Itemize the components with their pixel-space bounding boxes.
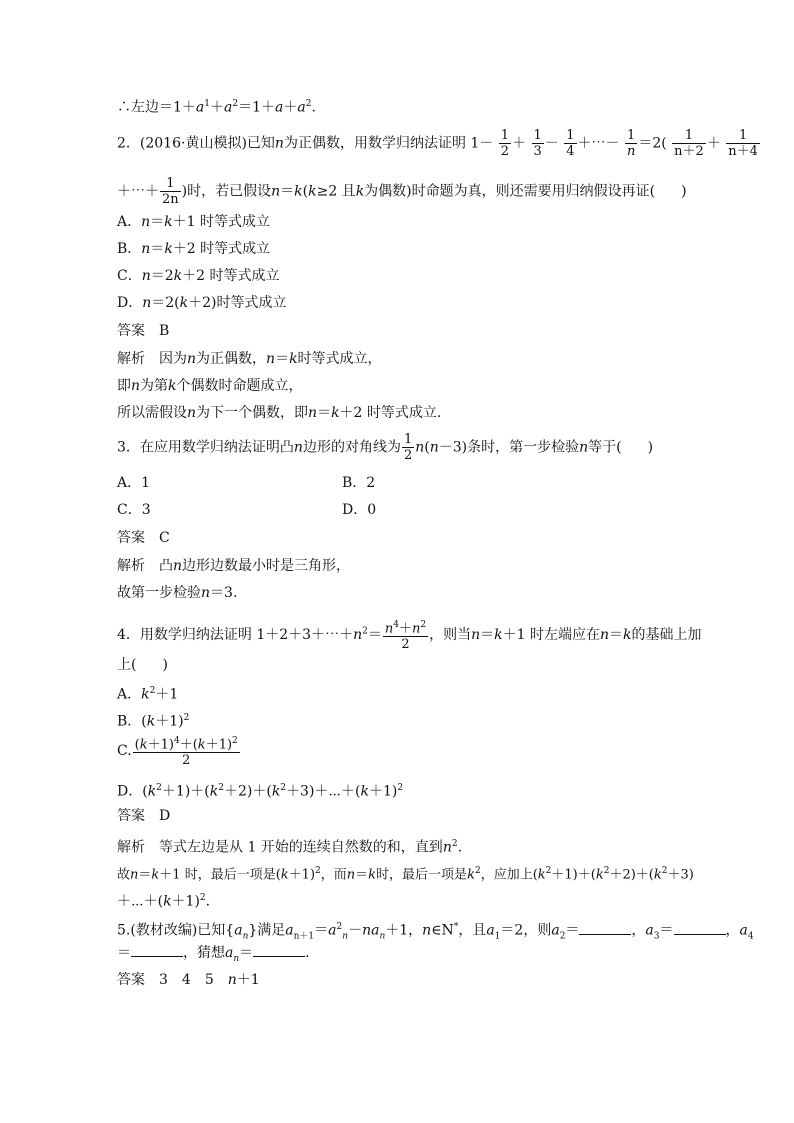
q2-option-b: B．n＝k＋2 时等式成立 (117, 241, 271, 257)
answer-blank-a2[interactable] (579, 922, 631, 935)
fraction: $\frac{1}{n+2}$ (674, 128, 704, 159)
question-3-stem: 3．在应用数学归纳法证明凸n边形的对角线为 $\frac{1}{2}$ n(n－3)条时，第一步检验n等于( ) (117, 432, 654, 463)
q4-explanation-2: 故n＝k＋1 时，最后一项是$(k+1)^2$，而n＝k时，最后一项是$k^2$，应加上$(k^2+1)+(k^2+2)+(k^2+3)$ (117, 866, 694, 883)
q3-options-row2 (117, 501, 151, 519)
q3-explanation-1: 解析 凸n边形边数最小时是三角形， (117, 558, 351, 574)
q3-options-row1 (117, 474, 150, 492)
q4-answer: 答案 D (117, 808, 171, 824)
q4-option-b: B．$(k+1)^2$ (117, 713, 190, 730)
q2-answer: 答案 B (117, 323, 170, 339)
q4-explanation-3: $+\cdots+(k+1)^2$. (117, 893, 211, 910)
question-4-stem-line2: 上( ) (117, 657, 168, 673)
q3-option-b: B．2 (342, 475, 376, 491)
question-2-stem-line2: ＋⋯＋ $\frac{1}{2n}$ )时，若已假设n＝k(k≥2 且k为偶数)时命题为真，则还需要用归纳假设再证( ) (117, 176, 687, 207)
question-2-stem: 2．(2016·黄山模拟)已知n为正偶数，用数学归纳法证明 1－ $\frac{1}{2}$ ＋ $\frac{1}{3}$ － $\frac{1}{4}$ ＋⋯－ $\frac{1}{n}$ ＝2( $\frac{1}{n+2}$ ＋ $\frac{1}{n+4}$ (117, 128, 758, 159)
fraction: $\frac{1}{4}$ (566, 128, 575, 159)
q5-answer: 答案 3 4 5 n＋1 (117, 972, 260, 988)
q2-option-a: A．n＝k＋1 时等式成立 (117, 214, 270, 230)
fraction: $\frac{1}{3}$ (533, 128, 542, 159)
answer-blank-a4[interactable] (131, 944, 183, 957)
q2-explanation-1: 解析 因为n为正偶数，n＝k时等式成立， (117, 351, 382, 367)
answer-blank-an[interactable] (253, 944, 305, 957)
q2-explanation-2: 即n为第k个偶数时命题成立， (117, 378, 303, 394)
fraction: $\frac{n^4+n^2}{2}$ (384, 620, 427, 653)
fraction: $\frac{1}{n+4}$ (728, 128, 758, 159)
question-5-stem: 5.(教材改编)已知$\{a_n\}$满足$a_{n+1}=a^2_n-na_n+1$，n∈N*，且$a_1=2$，则$a_2=$ ，$a_3=$ ，$a_4$ (117, 922, 754, 942)
question-5-stem-line2: ＝ ，猜想$a_n=$ . (117, 945, 310, 964)
q2-option-c: C．n＝2k＋2 时等式成立 (117, 268, 280, 284)
solution-continuation: ∴左边$=1+a^1+a^2=1+a+a^2$. (117, 99, 316, 116)
q2-explanation-3: 所以需假设n为下一个偶数，即n＝k＋2 时等式成立. (117, 405, 442, 421)
fraction: $\frac{(k+1)^4+(k+1)^2}{2}$ (134, 736, 238, 769)
q4-option-d: D．$(k^2+1)+(k^2+2)+(k^2+3)+\cdots+(k+1)^2$ (117, 783, 404, 800)
answer-blank-a3[interactable] (674, 922, 726, 935)
q4-option-c: C. $\frac{(k+1)^4+(k+1)^2}{2}$ (117, 736, 238, 769)
fraction: $\frac{1}{n}$ (626, 128, 636, 159)
q3-explanation-2: 故第一步检验n＝3. (117, 585, 238, 601)
fraction: $\frac{1}{2}$ (403, 432, 413, 463)
q3-answer: 答案 C (117, 530, 170, 546)
q3-option-a: A．1 (117, 475, 151, 491)
q3-option-c: C．3 (117, 502, 151, 518)
q4-option-a: A．$k^2+1$ (117, 686, 179, 703)
q2-option-d: D．n＝2(k＋2)时等式成立 (117, 295, 287, 311)
q3-option-d: D．0 (342, 502, 377, 518)
fraction: $\frac{1}{2n}$ (162, 176, 179, 207)
q4-explanation-1: 解析 等式左边是从 1 开始的连续自然数的和，直到$n^2$. (117, 839, 463, 856)
fraction: $\frac{1}{2}$ (500, 128, 510, 159)
question-4-stem: 4．用数学归纳法证明 $1+2+3+\cdots+n^2=$ $\frac{n^4+n^2}{2}$ ，则当n＝k＋1 时左端应在n＝k的基础上加 (117, 620, 702, 653)
